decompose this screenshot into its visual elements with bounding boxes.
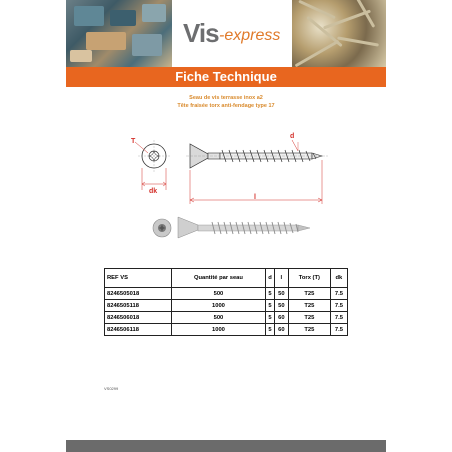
cell-dk: 7.5 [330,288,347,300]
cell-ref: 8246506118 [105,324,172,336]
cell-l: 50 [274,288,288,300]
screw-photo [153,217,310,238]
table-header-row [105,269,348,288]
table-row [105,312,348,324]
cell-torx: T25 [288,300,330,312]
footer-bar [66,440,386,452]
label-diameter: d [290,133,295,140]
cell-l: 60 [274,324,288,336]
cell-d: 5 [266,324,275,336]
reference-table [104,268,348,336]
cell-d: 5 [266,312,275,324]
cell-l: 50 [274,300,288,312]
cell-ref: 8246506018 [105,312,172,324]
col-header-quantity: Quantité par seau [171,269,266,288]
screw-technical-drawing [66,120,386,250]
cell-l: 60 [274,312,288,324]
product-description: Tête fraisée torx anti-fendage type 17 [177,103,275,109]
cell-quantity: 500 [171,288,266,300]
screw-side-profile [186,140,328,204]
cell-dk: 7.5 [330,324,347,336]
label-torx: T [131,138,136,145]
cell-dk: 7.5 [330,312,347,324]
col-header-ref: REF VS [105,269,172,288]
cell-torx: T25 [288,288,330,300]
cell-d: 5 [266,288,275,300]
logo-main-text: Vis [183,18,219,48]
cell-ref: 8246505118 [105,300,172,312]
col-header-torx: Torx (T) [288,269,330,288]
cell-torx: T25 [288,312,330,324]
col-header-d: d [266,269,275,288]
screw-head-top-view [135,140,170,190]
logo-suffix-text: -express [219,27,281,44]
col-header-l: l [274,269,288,288]
cell-dk: 7.5 [330,300,347,312]
table-row [105,300,348,312]
header-banner [66,0,386,84]
document-code: VS0299 [104,386,119,391]
cell-quantity: 1000 [171,324,266,336]
screws-photo [292,0,386,67]
cell-d: 5 [266,300,275,312]
product-name: Seau de vis terrasse inox a2 [189,95,263,101]
workshop-photo [66,0,172,67]
table-row [105,288,348,300]
document-page [66,0,386,452]
table-row [105,324,348,336]
cell-torx: T25 [288,324,330,336]
vis-express-logo [183,18,283,48]
cell-quantity: 1000 [171,300,266,312]
cell-ref: 8246505018 [105,288,172,300]
page-title: Fiche Technique [66,67,386,87]
label-length: l [254,194,256,201]
cell-quantity: 500 [171,312,266,324]
label-dk: dk [149,188,158,195]
col-header-dk: dk [330,269,347,288]
